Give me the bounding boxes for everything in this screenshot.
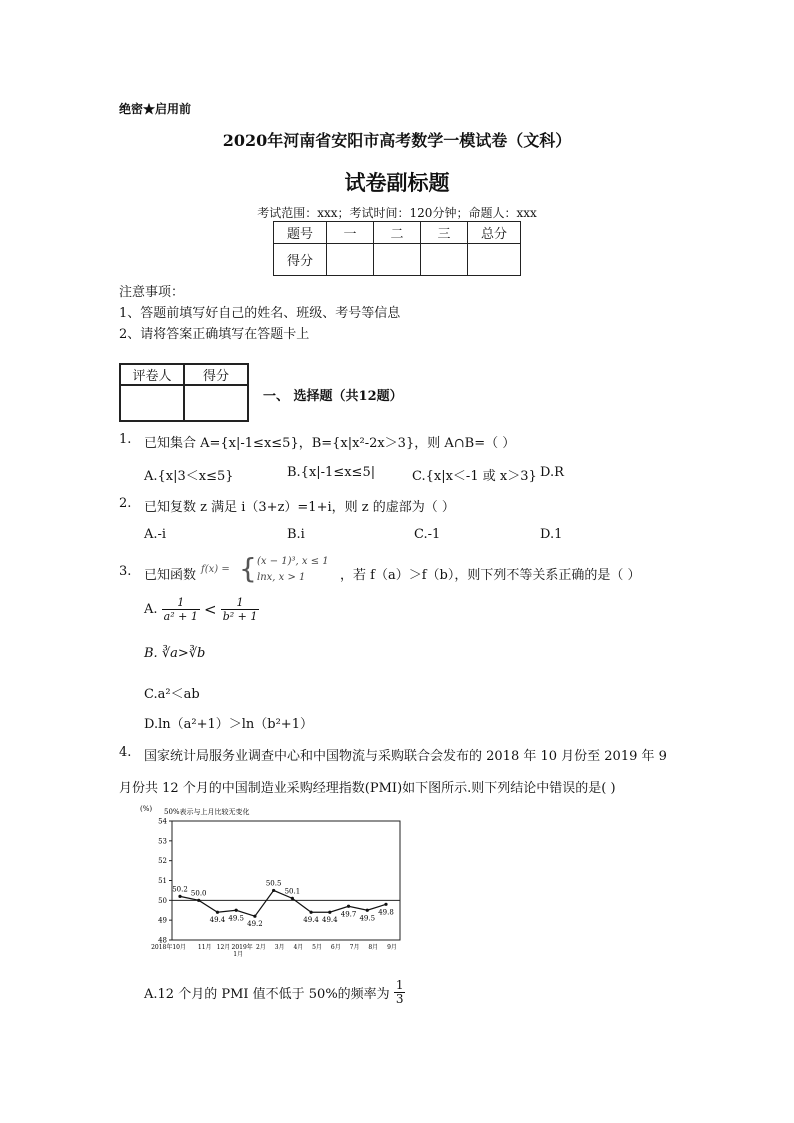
q2-number: 2. (119, 496, 132, 511)
score-header: 得分 (184, 364, 248, 385)
grader-score-cell[interactable] (184, 385, 248, 421)
x-tick-label: 2月 (255, 944, 266, 951)
x-tick-sublabel: 1月 (233, 951, 244, 957)
grader-table (119, 363, 249, 422)
x-tick-label: 3月 (274, 944, 285, 951)
score-row-label: 得分 (274, 244, 327, 276)
pmi-value-label: 50.1 (284, 887, 301, 896)
pmi-line-chart (138, 802, 408, 957)
x-tick-label: 2019年 (231, 944, 253, 951)
q3-stem-prefix: 已知函数 (144, 568, 197, 583)
y-tick-label: 54 (158, 817, 167, 826)
pmi-value-label: 49.5 (359, 914, 376, 923)
pmi-data-point (178, 895, 181, 898)
score-header-cell: 二 (374, 222, 421, 244)
score-cell[interactable] (421, 244, 468, 276)
q2-stem: 已知复数 z 满足 i（3+z）=1+i，则 z 的虚部为（ ） (144, 500, 455, 515)
chart-x-ticks (151, 943, 397, 957)
score-table (273, 221, 521, 276)
pmi-data-point (197, 899, 200, 902)
fraction-numerator: 1 (395, 978, 404, 992)
q3-func-name: f(x) = (201, 564, 230, 575)
notes-heading: 注意事项： (119, 285, 185, 300)
pmi-value-label: 49.8 (378, 908, 394, 917)
chart-annotation: 50%表示与上月比较无变化 (164, 808, 250, 816)
chart-y-ticks (158, 818, 172, 945)
chart-unit-label: (%) (140, 805, 153, 813)
q2-option-c[interactable]: C.-1 (414, 527, 441, 542)
exam-info: 考试范围：xxx；考试时间：120分钟；命题人：xxx (257, 206, 537, 220)
pmi-value-label: 49.4 (209, 916, 226, 925)
pmi-value-label: 49.2 (247, 920, 263, 929)
pmi-value-label: 49.4 (322, 916, 338, 925)
score-header-cell: 三 (421, 222, 468, 244)
x-tick-label: 7月 (349, 944, 360, 951)
score-cell[interactable] (374, 244, 421, 276)
q4-option-a[interactable] (144, 979, 405, 1006)
y-tick-label: 53 (158, 837, 167, 846)
q3-option-a-fraction-2 (221, 596, 260, 623)
q3-option-a-label: A. (144, 602, 158, 617)
note-item: 2、请将答案正确填写在答题卡上 (119, 327, 310, 342)
q1-option-c[interactable]: C.{x|x＜-1 或 x＞3} (412, 469, 537, 484)
q1-option-b[interactable]: B.{x|-1≤x≤5| (287, 465, 376, 480)
y-tick-label: 51 (158, 877, 167, 885)
pmi-data-point (272, 889, 275, 892)
note-item: 1、答题前填写好自己的姓名、班级、考号等信息 (119, 306, 401, 321)
q1-number: 1. (119, 432, 132, 447)
pmi-data-point (384, 903, 387, 906)
q4-stem-line-1: 国家统计局服务业调查中心和中国物流与采购联合会发布的 2018 年 10 月份至 2019 年 9 (144, 749, 667, 764)
q3-piece-1: (x − 1)³, x ≤ 1 (257, 556, 329, 567)
y-tick-label: 48 (158, 936, 167, 945)
q3-brace: { (239, 552, 257, 585)
chart-data-labels (172, 879, 394, 928)
section-title: 一、 选择题（共12题） (263, 389, 403, 404)
pmi-value-label: 49.4 (303, 916, 319, 925)
q2-option-d[interactable]: D.1 (540, 527, 563, 542)
score-header-cell: 总分 (468, 222, 521, 244)
pmi-value-label: 50.5 (265, 879, 282, 888)
q1-option-a[interactable]: A.{x|3＜x≤5} (144, 469, 234, 484)
q3-option-a-fraction-1 (162, 596, 200, 623)
pmi-value-label: 49.7 (340, 910, 357, 919)
exam-subtitle: 试卷副标题 (344, 170, 450, 195)
y-tick-label: 49 (158, 916, 167, 925)
q4-option-a-fraction (394, 979, 406, 1006)
q3-option-a-relation: < (204, 600, 217, 619)
q4-number: 4. (119, 745, 132, 760)
pmi-data-point (291, 897, 294, 900)
pmi-data-point (235, 909, 238, 912)
pmi-data-point (366, 909, 369, 912)
x-tick-label: 2018年10月 (151, 944, 186, 951)
x-tick-label: 4月 (293, 944, 304, 951)
x-tick-label: 5月 (312, 944, 323, 951)
q3-option-c[interactable]: C.a²＜ab (144, 687, 200, 702)
score-header-cell: 一 (327, 222, 374, 244)
q3-piece-2: lnx, x > 1 (257, 572, 306, 583)
pmi-data-point (216, 911, 219, 914)
q1-stem: 已知集合 A={x|-1≤x≤5}，B={x|x²-2x＞3}，则 A∩B=（ ） (144, 436, 516, 451)
fraction-denominator: 3 (395, 992, 404, 1006)
q3-option-a[interactable] (144, 596, 259, 623)
grader-header: 评卷人 (120, 364, 184, 385)
x-tick-label: 6月 (330, 944, 341, 951)
q3-option-b[interactable]: B. ∛a>∛b (144, 646, 206, 661)
q4-stem-line-2: 月份共 12 个月的中国制造业采购经理指数(PMI)如下图所示.则下列结论中错误的是( ) (119, 781, 616, 796)
score-cell[interactable] (327, 244, 374, 276)
q3-option-d[interactable]: D.ln（a²+1）＞ln（b²+1） (144, 717, 313, 732)
fraction-numerator: 1 (221, 596, 260, 610)
q4-option-a-text: A.12 个月的 PMI 值不低于 50%的频率为 (144, 987, 390, 1002)
pmi-value-label: 50.2 (172, 885, 188, 894)
fraction-denominator: b² + 1 (222, 610, 258, 623)
x-tick-label: 12月 (216, 944, 231, 951)
q1-option-d[interactable]: D.R (540, 465, 564, 480)
x-tick-label: 9月 (387, 944, 397, 951)
pmi-value-label: 49.5 (228, 914, 244, 923)
x-tick-label: 8月 (368, 944, 379, 951)
pmi-data-point (328, 911, 331, 914)
q3-stem-suffix: ，若 f（a）＞f（b），则下列不等关系正确的是（ ） (340, 568, 641, 583)
x-tick-label: 11月 (197, 944, 212, 951)
pmi-data-point (253, 915, 256, 918)
exam-title: 2020年河南省安阳市高考数学一模试卷（文科） (222, 131, 572, 150)
q3-number: 3. (119, 564, 132, 579)
fraction-numerator: 1 (162, 596, 200, 610)
grader-cell[interactable] (120, 385, 184, 421)
pmi-value-label: 50.0 (190, 889, 207, 898)
q2-option-a[interactable]: A.-i (144, 527, 167, 542)
secret-label: 绝密★启用前 (119, 102, 192, 116)
q2-option-b[interactable]: B.i (287, 527, 305, 542)
pmi-data-point (309, 911, 312, 914)
fraction-denominator: a² + 1 (163, 610, 198, 623)
score-header-cell: 题号 (274, 222, 327, 244)
pmi-data-point (347, 905, 350, 908)
score-cell[interactable] (468, 244, 521, 276)
y-tick-label: 50 (158, 896, 167, 905)
y-tick-label: 52 (158, 857, 167, 866)
